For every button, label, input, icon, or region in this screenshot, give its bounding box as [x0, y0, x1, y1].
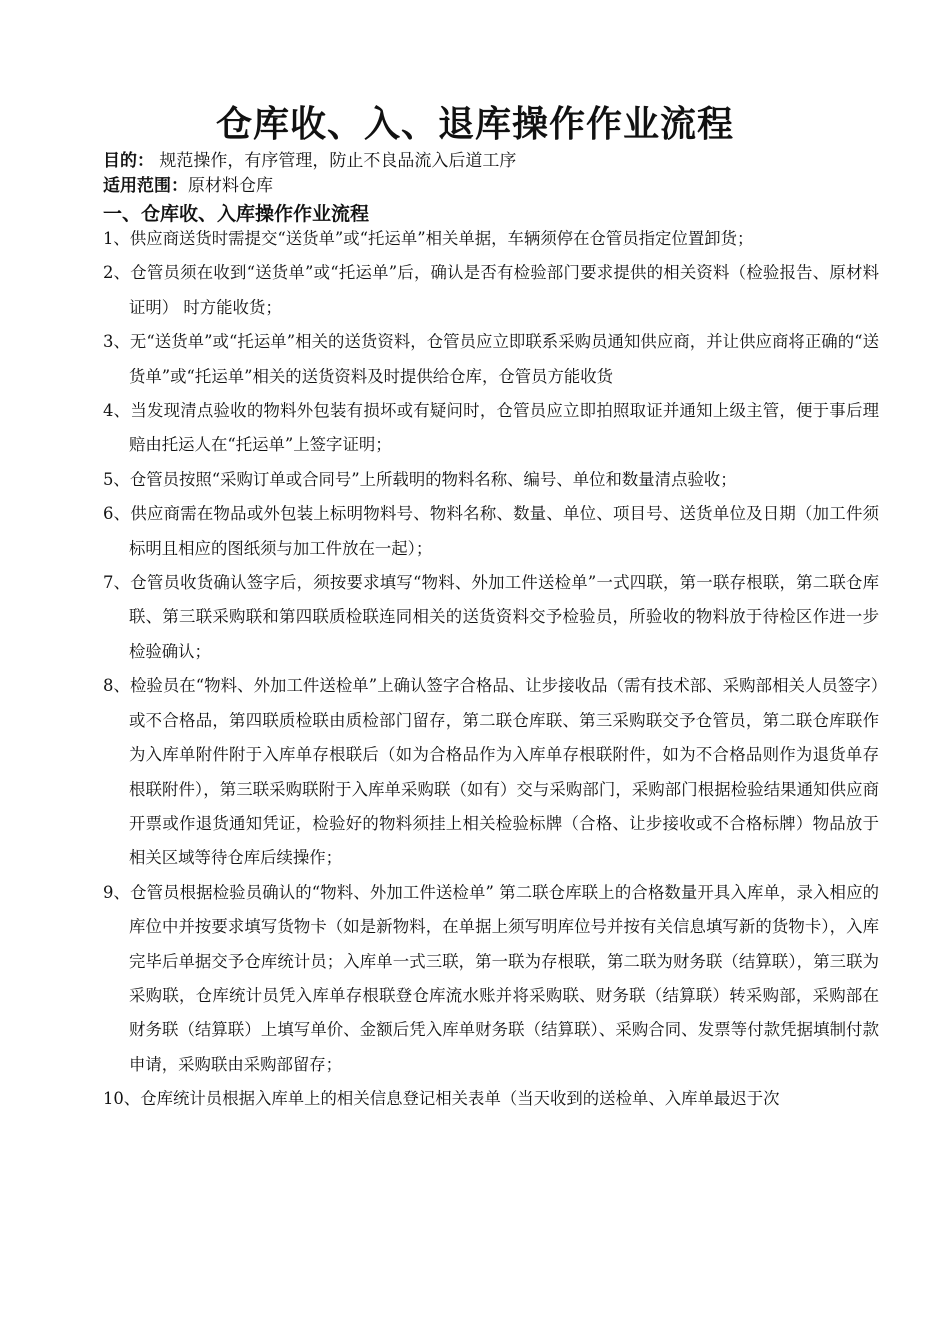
step-item: 5、仓管员按照“采购订单或合同号”上所载明的物料名称、编号、单位和数量清点验收； — [103, 469, 737, 489]
scope-label: 适用范围： — [103, 176, 188, 196]
step-item: 9、仓管员根据检验员确认的“物料、外加工件送检单” 第二联仓库联上的合格数量开具入库单，录入相应的库位中并按要求填写货物卡（如是新物料，在单据上须写明库位号并按有关信息填写新的货物卡），入库完毕后单据交予仓库统计员；入库单一式三联，第一联为存根联，第二联为财务联（结算联），第三联为采购联，仓库统计员凭入库单存根联登仓库流水账并将采购联、财务联（结算联）转采购部，采购部在财务联（结算联）上填写单价、金额后凭入库单财务联（结算联）、采购合同、发票等付款凭据填制付款申请，采购联由采购部留存； — [103, 882, 879, 1074]
step-item: 2、仓管员须在收到“送货单”或“托运单”后，确认是否有检验部门要求提供的相关资料（检验报告、原材料证明） 时方能收货； — [103, 263, 879, 317]
step-item: 3、无“送货单”或“托运单”相关的送货资料，仓管员应立即联系采购员通知供应商，并让供应商将正确的“送货单”或“托运单”相关的送货资料及时提供给仓库，仓管员方能收货 — [103, 332, 879, 386]
scope-line — [103, 175, 273, 197]
step-item: 7、仓管员收货确认签字后，须按要求填写“物料、外加工件送检单”一式四联，第一联存根联，第二联仓库联、第三联采购联和第四联质检联连同相关的送货资料交予检验员，所验收的物料放于待检区作进一步检验确认； — [103, 573, 879, 661]
step-item: 6、供应商需在物品或外包装上标明物料号、物料名称、数量、单位、项目号、送货单位及日期（加工件须标明且相应的图纸须与加工件放在一起）； — [103, 504, 879, 558]
purpose-line — [103, 150, 516, 172]
section-heading: 一、仓库收、入库操作作业流程 — [103, 203, 370, 225]
purpose-text: 规范操作，有序管理，防止不良品流入后道工序 — [154, 151, 517, 171]
steps-list — [103, 222, 879, 1117]
step-item: 1、供应商送货时需提交“送货单”或“托运单”相关单据，车辆须停在仓管员指定位置卸货； — [103, 229, 754, 248]
scope-text: 原材料仓库 — [188, 176, 273, 196]
step-item: 4、当发现清点验收的物料外包装有损坏或有疑问时，仓管员应立即拍照取证并通知上级主管，便于事后理赔由托运人在“托运单”上签字证明； — [103, 401, 879, 455]
document-title: 仓库收、入、退库操作作业流程 — [215, 104, 734, 145]
purpose-label: 目的： — [103, 151, 154, 171]
step-item: 8、检验员在“物料、外加工件送检单”上确认签字合格品、让步接收品（需有技术部、采购部相关人员签字）或不合格品，第四联质检联由质检部门留存，第二联仓库联、第三采购联交予仓管员，第二联仓库联作为入库单附件附于入库单存根联后（如为合格品作为入库单存根联附件，如为不合格品则作为退货单存根联附件），第三联采购联附于入库单采购联（如有）交与采购部门，采购部门根据检验结果通知供应商开票或作退货通知凭证，检验好的物料须挂上相关检验标牌（合格、让步接收或不合格标牌）物品放于相关区域等待仓库后续操作； — [103, 676, 879, 868]
step-item: 10、仓库统计员根据入库单上的相关信息登记相关表单（当天收到的送检单、入库单最迟于次 — [103, 1089, 780, 1109]
